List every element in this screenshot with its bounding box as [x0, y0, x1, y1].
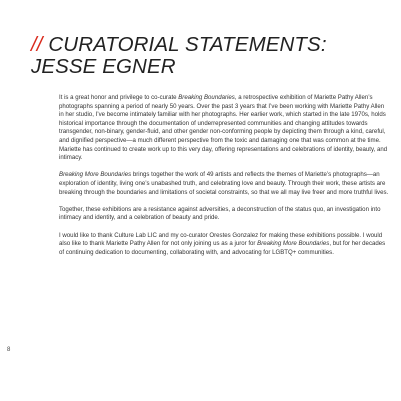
paragraph-2-title-italic: Breaking More Boundaries: [59, 171, 132, 179]
statement-body: [59, 94, 389, 266]
paragraph-2-text-b: brings together the work of 49 artists and reflects the themes of Mariette’s photographs—an exploration of identity, living one’s unabashed truth, and celebrating love and beauty. Through their work, these artists are breaking through the boundaries and limitations of societal constraints, so that we all may live freer and more truthful lives.: [59, 171, 389, 196]
page-heading: [31, 34, 391, 78]
paragraph-1-text-c: , a retrospective exhibition of Mariette Pathy Allen’s photographs spanning a period of nearly 50 years. Over the past 3 years that I’ve been working with Mariette Pathy Allen in her studio, I’ve become intimately familiar with her photographs. Her earlier work, which started in the late 1970s, holds historical importance through the documentation of underrepresented communities and changing attitudes towards transgender, non-binary, gender-fluid, and other gender non-conforming people by depicting them through a kind, careful, and dignified perspective—a much different perspective from the toxic and damaging one that was common at the time. Mariette has continued to create work up to this very day, offering representations and celebrations of identity, beauty, and intimacy.: [59, 94, 388, 162]
paragraph-2: [59, 171, 389, 197]
heading-slashes: //: [31, 33, 43, 56]
paragraph-1-title-italic: Breaking Boundaries: [178, 94, 235, 101]
paragraph-3: Together, these exhibitions are a resistance against adversities, a deconstruction of the status quo, an investigation into intimacy and identity, and a celebration of beauty and pride.: [59, 205, 381, 222]
paragraph-1-text-a: It is a great honor and privilege to co-curate: [59, 94, 179, 101]
heading-line-1: [31, 34, 391, 56]
paragraph-4: [59, 232, 389, 258]
paragraph-4-title-italic: Breaking More Boundaries: [257, 240, 330, 248]
paragraph-4-text-a: I would like to thank Culture Lab LIC and my co-curator Orestes Gonzalez for making these exhibitions possible. I would also like to thank Mariette Pathy Allen for not only joining us as a juror for: [59, 231, 383, 248]
paragraph-1: [59, 94, 389, 163]
page-number: 8: [7, 347, 11, 353]
heading-title: CURATORIAL STATEMENTS:: [48, 33, 327, 56]
heading-subtitle: JESSE EGNER: [31, 55, 176, 78]
paragraph-4-text-c: , but for her decades of continuing dedication to documenting, collaborating with, and advocating for LGBTQ+ communities.: [59, 240, 386, 256]
